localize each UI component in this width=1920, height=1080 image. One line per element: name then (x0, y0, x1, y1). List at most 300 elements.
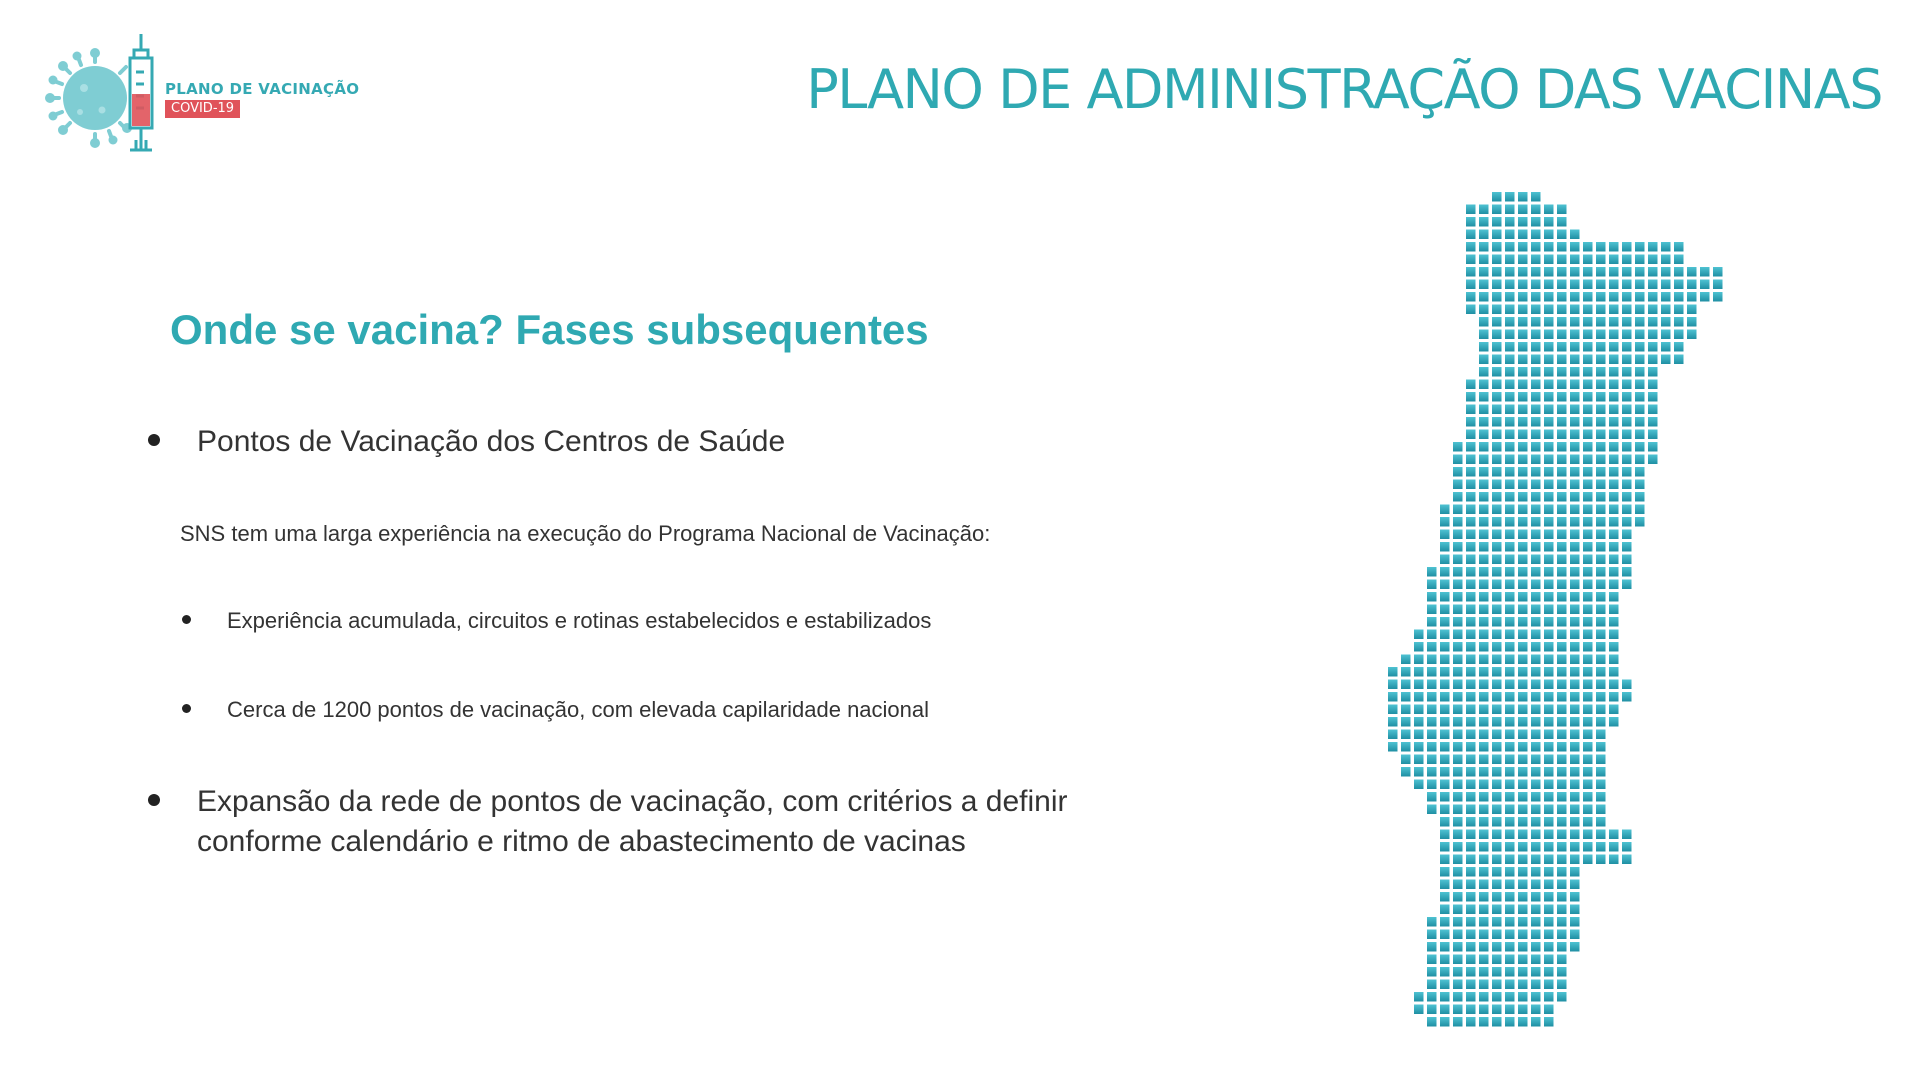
map-dot (1440, 867, 1450, 877)
map-dot (1427, 992, 1437, 1002)
map-dot (1570, 792, 1580, 802)
map-dot (1570, 880, 1580, 890)
map-dot (1544, 792, 1554, 802)
map-dot (1531, 255, 1541, 265)
map-dot (1466, 255, 1476, 265)
map-dot (1596, 317, 1606, 327)
map-dot (1479, 905, 1489, 915)
map-dot (1505, 992, 1515, 1002)
map-dot (1583, 330, 1593, 340)
map-dot (1479, 317, 1489, 327)
map-dot (1466, 642, 1476, 652)
bullet-item (148, 782, 1148, 862)
map-dot (1453, 605, 1463, 615)
map-dot (1570, 817, 1580, 827)
map-dot (1453, 830, 1463, 840)
map-dot (1518, 767, 1528, 777)
map-dot (1544, 867, 1554, 877)
map-dot (1427, 692, 1437, 702)
map-dot (1518, 1005, 1528, 1015)
map-dot (1648, 242, 1658, 252)
map-dot (1544, 342, 1554, 352)
map-dot (1505, 1005, 1515, 1015)
map-dot (1570, 730, 1580, 740)
map-dot (1479, 467, 1489, 477)
map-dot (1544, 405, 1554, 415)
map-dot (1479, 330, 1489, 340)
map-dot (1596, 842, 1606, 852)
map-dot (1609, 492, 1619, 502)
map-dot (1453, 892, 1463, 902)
map-dot (1583, 280, 1593, 290)
map-dot (1570, 592, 1580, 602)
map-dot (1531, 942, 1541, 952)
map-dot (1518, 342, 1528, 352)
map-dot (1622, 292, 1632, 302)
map-dot (1479, 880, 1489, 890)
map-dot (1414, 780, 1424, 790)
map-dot (1492, 555, 1502, 565)
map-dot (1414, 730, 1424, 740)
map-dot (1609, 430, 1619, 440)
map-dot (1466, 855, 1476, 865)
map-dot (1492, 905, 1502, 915)
map-dot (1427, 942, 1437, 952)
map-dot (1531, 680, 1541, 690)
map-dot (1557, 592, 1567, 602)
map-dot (1609, 605, 1619, 615)
map-dot (1596, 642, 1606, 652)
map-dot (1466, 892, 1476, 902)
map-dot (1518, 642, 1528, 652)
map-dot (1674, 242, 1684, 252)
map-dot (1700, 267, 1710, 277)
map-dot (1609, 292, 1619, 302)
map-dot (1557, 755, 1567, 765)
map-dot (1596, 692, 1606, 702)
map-dot (1531, 730, 1541, 740)
map-dot (1609, 367, 1619, 377)
map-dot (1557, 467, 1567, 477)
map-dot (1453, 742, 1463, 752)
map-dot (1531, 505, 1541, 515)
map-dot (1687, 292, 1697, 302)
map-dot (1674, 355, 1684, 365)
map-dot (1492, 892, 1502, 902)
map-dot (1401, 767, 1411, 777)
map-dot (1453, 755, 1463, 765)
map-dot (1596, 667, 1606, 677)
map-dot (1505, 705, 1515, 715)
map-dot (1505, 230, 1515, 240)
map-dot (1596, 292, 1606, 302)
map-dot (1518, 280, 1528, 290)
map-dot (1505, 667, 1515, 677)
map-dot (1635, 392, 1645, 402)
map-dot (1492, 342, 1502, 352)
map-dot (1427, 730, 1437, 740)
map-dot (1453, 692, 1463, 702)
map-dot (1609, 442, 1619, 452)
map-dot (1661, 280, 1671, 290)
map-dot (1440, 967, 1450, 977)
map-dot (1492, 480, 1502, 490)
map-dot (1505, 267, 1515, 277)
map-dot (1596, 780, 1606, 790)
map-dot (1596, 267, 1606, 277)
map-dot (1466, 617, 1476, 627)
map-dot (1557, 230, 1567, 240)
map-dot (1544, 655, 1554, 665)
map-dot (1570, 430, 1580, 440)
map-dot (1622, 542, 1632, 552)
map-dot (1596, 392, 1606, 402)
map-dot (1635, 355, 1645, 365)
map-dot (1570, 405, 1580, 415)
map-dot (1570, 717, 1580, 727)
map-dot (1414, 692, 1424, 702)
map-dot (1622, 555, 1632, 565)
map-dot (1635, 255, 1645, 265)
map-dot (1518, 680, 1528, 690)
map-dot (1622, 505, 1632, 515)
map-dot (1466, 630, 1476, 640)
map-dot (1531, 692, 1541, 702)
map-dot (1518, 255, 1528, 265)
map-dot (1583, 367, 1593, 377)
section-title: Onde se vacina? Fases subsequentes (170, 306, 929, 353)
map-dot (1492, 617, 1502, 627)
map-dot (1596, 742, 1606, 752)
map-dot (1453, 642, 1463, 652)
map-dot (1453, 805, 1463, 815)
map-dot (1544, 755, 1554, 765)
map-dot (1596, 380, 1606, 390)
map-dot (1440, 717, 1450, 727)
map-dot (1544, 992, 1554, 1002)
map-dot (1544, 442, 1554, 452)
map-dot (1401, 692, 1411, 702)
map-dot (1427, 580, 1437, 590)
map-dot (1570, 542, 1580, 552)
map-dot (1453, 567, 1463, 577)
map-dot (1440, 617, 1450, 627)
map-dot (1557, 530, 1567, 540)
map-dot (1518, 780, 1528, 790)
map-dot (1557, 980, 1567, 990)
map-dot (1557, 805, 1567, 815)
map-dot (1544, 242, 1554, 252)
map-dot (1583, 492, 1593, 502)
map-dot (1466, 305, 1476, 315)
map-dot (1466, 380, 1476, 390)
map-dot (1466, 455, 1476, 465)
map-dot (1622, 317, 1632, 327)
map-dot (1583, 505, 1593, 515)
map-dot (1466, 217, 1476, 227)
map-dot (1557, 967, 1567, 977)
map-dot (1700, 292, 1710, 302)
map-dot (1674, 342, 1684, 352)
map-dot (1596, 442, 1606, 452)
map-dot (1414, 667, 1424, 677)
map-dot (1635, 442, 1645, 452)
map-dot (1570, 930, 1580, 940)
map-dot (1544, 955, 1554, 965)
map-dot (1505, 505, 1515, 515)
map-dot (1531, 630, 1541, 640)
map-dot (1544, 667, 1554, 677)
map-dot (1479, 780, 1489, 790)
map-dot (1505, 742, 1515, 752)
map-dot (1648, 317, 1658, 327)
map-dot (1427, 717, 1437, 727)
map-dot (1557, 692, 1567, 702)
map-dot (1466, 717, 1476, 727)
map-dot (1505, 930, 1515, 940)
map-dot (1596, 367, 1606, 377)
map-dot (1466, 405, 1476, 415)
map-dot (1466, 1017, 1476, 1027)
map-dot (1557, 767, 1567, 777)
map-dot (1518, 992, 1528, 1002)
map-dot (1531, 742, 1541, 752)
map-dot (1544, 692, 1554, 702)
map-dot (1622, 692, 1632, 702)
map-dot (1531, 392, 1541, 402)
map-dot (1492, 405, 1502, 415)
map-dot (1596, 717, 1606, 727)
map-dot (1648, 292, 1658, 302)
map-dot (1544, 905, 1554, 915)
map-dot (1492, 355, 1502, 365)
map-dot (1596, 355, 1606, 365)
map-dot (1518, 980, 1528, 990)
map-dot (1570, 292, 1580, 302)
map-dot (1609, 330, 1619, 340)
map-dot (1531, 355, 1541, 365)
map-dot (1492, 205, 1502, 215)
map-dot (1466, 980, 1476, 990)
map-dot (1440, 642, 1450, 652)
map-dot (1440, 880, 1450, 890)
map-dot (1596, 242, 1606, 252)
map-dot (1687, 330, 1697, 340)
map-dot (1505, 192, 1515, 202)
map-dot (1492, 680, 1502, 690)
map-dot (1583, 705, 1593, 715)
map-dot (1440, 1017, 1450, 1027)
map-dot (1622, 242, 1632, 252)
map-dot (1648, 342, 1658, 352)
map-dot (1466, 755, 1476, 765)
map-dot (1661, 355, 1671, 365)
map-dot (1427, 930, 1437, 940)
map-dot (1505, 580, 1515, 590)
map-dot (1388, 730, 1398, 740)
map-dot (1570, 242, 1580, 252)
map-dot (1544, 805, 1554, 815)
map-dot (1440, 855, 1450, 865)
map-dot (1466, 230, 1476, 240)
map-dot (1414, 655, 1424, 665)
map-dot (1570, 855, 1580, 865)
map-dot (1492, 380, 1502, 390)
map-dot (1479, 505, 1489, 515)
map-dot (1466, 930, 1476, 940)
map-dot (1557, 567, 1567, 577)
map-dot (1466, 692, 1476, 702)
map-dot (1557, 792, 1567, 802)
map-dot (1635, 305, 1645, 315)
map-dot (1622, 355, 1632, 365)
map-dot (1648, 380, 1658, 390)
map-dot (1440, 542, 1450, 552)
map-dot (1570, 842, 1580, 852)
map-dot (1505, 817, 1515, 827)
map-dot (1544, 330, 1554, 340)
map-dot (1492, 567, 1502, 577)
map-dot (1570, 617, 1580, 627)
map-dot (1505, 380, 1515, 390)
map-dot (1492, 267, 1502, 277)
map-dot (1531, 980, 1541, 990)
map-dot (1557, 455, 1567, 465)
map-dot (1505, 305, 1515, 315)
map-dot (1466, 417, 1476, 427)
map-dot (1505, 755, 1515, 765)
map-dot (1401, 705, 1411, 715)
map-dot (1544, 892, 1554, 902)
map-dot (1479, 242, 1489, 252)
map-dot (1674, 292, 1684, 302)
map-dot (1518, 355, 1528, 365)
map-dot (1466, 530, 1476, 540)
logo (40, 32, 370, 162)
map-dot (1544, 980, 1554, 990)
map-dot (1557, 280, 1567, 290)
map-dot (1570, 342, 1580, 352)
map-dot (1505, 717, 1515, 727)
map-dot (1609, 380, 1619, 390)
map-dot (1453, 542, 1463, 552)
map-dot (1492, 930, 1502, 940)
map-dot (1622, 530, 1632, 540)
map-dot (1570, 767, 1580, 777)
map-dot (1466, 267, 1476, 277)
map-dot (1531, 892, 1541, 902)
map-dot (1544, 217, 1554, 227)
map-dot (1557, 292, 1567, 302)
map-dot (1518, 617, 1528, 627)
map-dot (1648, 255, 1658, 265)
map-dot (1505, 642, 1515, 652)
map-dot (1557, 780, 1567, 790)
map-dot (1492, 467, 1502, 477)
map-dot (1518, 192, 1528, 202)
map-dot (1531, 905, 1541, 915)
map-dot (1440, 805, 1450, 815)
map-dot (1583, 467, 1593, 477)
map-dot (1544, 455, 1554, 465)
map-dot (1583, 805, 1593, 815)
map-dot (1544, 942, 1554, 952)
map-dot (1583, 555, 1593, 565)
map-dot (1453, 480, 1463, 490)
map-dot (1648, 330, 1658, 340)
map-dot (1531, 830, 1541, 840)
map-dot (1557, 517, 1567, 527)
map-dot (1440, 917, 1450, 927)
map-dot (1622, 567, 1632, 577)
map-dot (1479, 855, 1489, 865)
map-dot (1427, 792, 1437, 802)
map-dot (1596, 830, 1606, 840)
map-dot (1492, 530, 1502, 540)
map-dot (1622, 280, 1632, 290)
map-dot (1583, 742, 1593, 752)
map-dot (1570, 642, 1580, 652)
map-dot (1596, 592, 1606, 602)
map-dot (1505, 867, 1515, 877)
map-dot (1557, 842, 1567, 852)
map-dot (1531, 280, 1541, 290)
map-dot (1479, 530, 1489, 540)
map-dot (1557, 267, 1567, 277)
map-dot (1609, 342, 1619, 352)
map-dot (1570, 580, 1580, 590)
map-dot (1544, 855, 1554, 865)
map-dot (1492, 292, 1502, 302)
map-dot (1492, 280, 1502, 290)
map-dot (1557, 417, 1567, 427)
map-dot (1453, 855, 1463, 865)
map-dot (1622, 405, 1632, 415)
map-dot (1505, 942, 1515, 952)
map-dot (1479, 767, 1489, 777)
map-dot (1544, 1005, 1554, 1015)
map-dot (1427, 1005, 1437, 1015)
map-dot (1596, 655, 1606, 665)
map-dot (1622, 305, 1632, 315)
map-dot (1557, 542, 1567, 552)
map-dot (1479, 542, 1489, 552)
map-dot (1492, 692, 1502, 702)
map-dot (1609, 542, 1619, 552)
map-dot (1492, 1005, 1502, 1015)
map-dot (1479, 967, 1489, 977)
map-dot (1466, 567, 1476, 577)
map-dot (1479, 730, 1489, 740)
map-dot (1427, 780, 1437, 790)
map-dot (1453, 705, 1463, 715)
map-dot (1440, 842, 1450, 852)
map-dot (1505, 367, 1515, 377)
map-dot (1440, 555, 1450, 565)
map-dot (1570, 355, 1580, 365)
map-dot (1661, 330, 1671, 340)
map-dot (1531, 192, 1541, 202)
map-dot (1466, 492, 1476, 502)
map-dot (1518, 630, 1528, 640)
map-dot (1453, 767, 1463, 777)
map-dot (1583, 405, 1593, 415)
map-dot (1466, 1005, 1476, 1015)
map-dot (1401, 742, 1411, 752)
map-dot (1518, 330, 1528, 340)
portugal-dotted-map (1380, 190, 1820, 1030)
map-dot (1596, 555, 1606, 565)
